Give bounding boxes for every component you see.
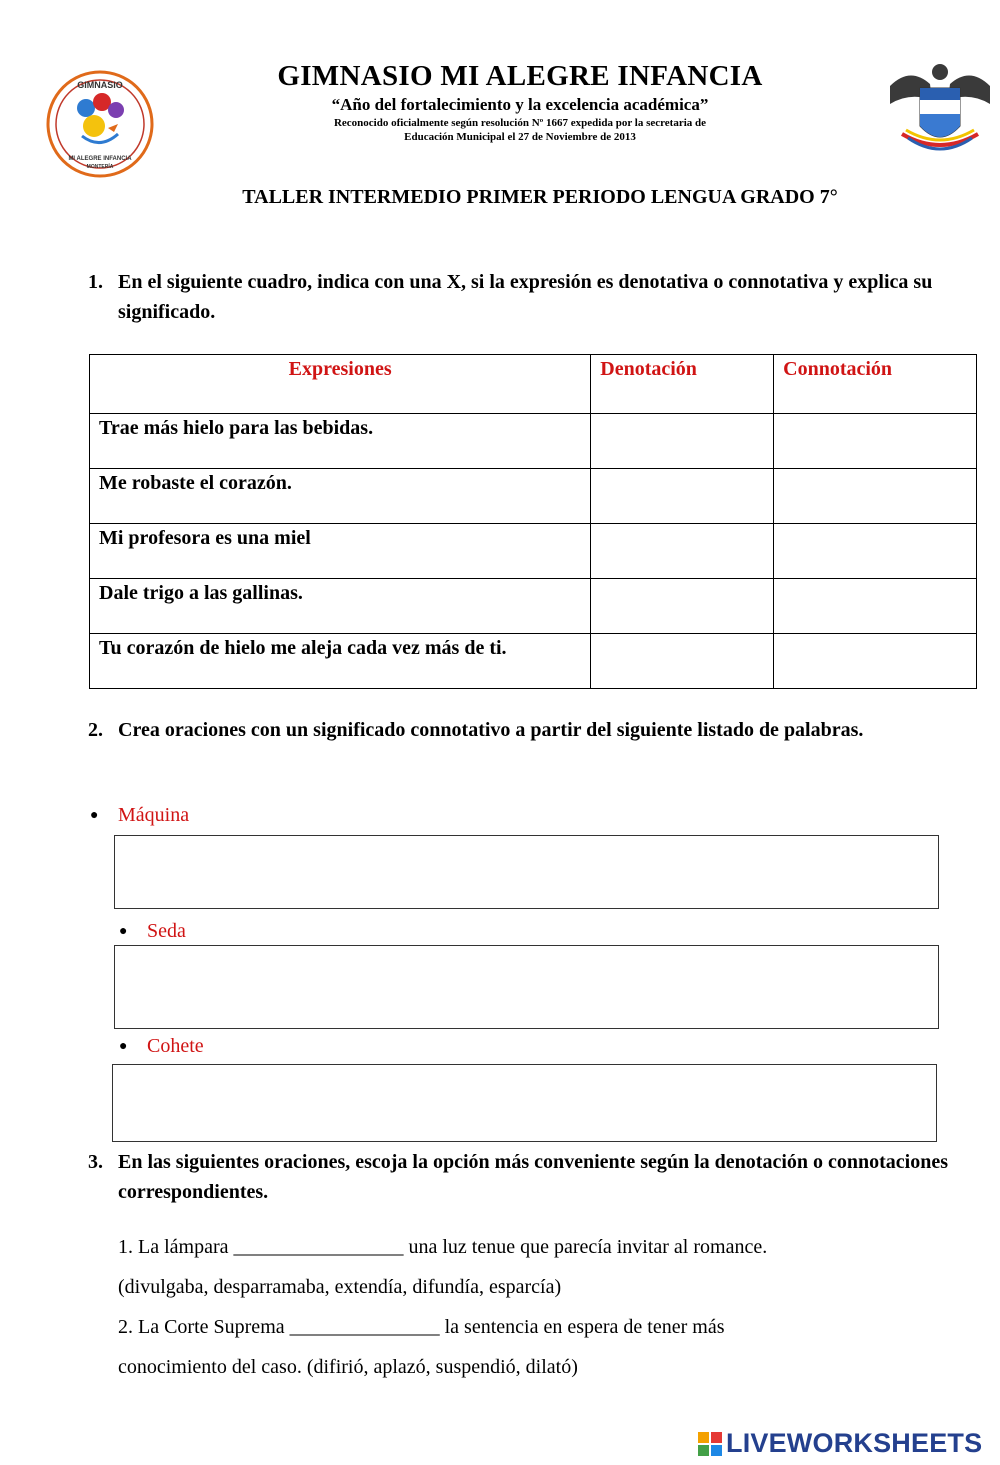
connotacion-answer-cell[interactable] (774, 634, 977, 689)
school-logo (46, 70, 154, 178)
list-item (0, 1035, 300, 1061)
table-row (90, 414, 977, 469)
question-3-text: En las siguientes oraciones, escoja la opción más conveniente según la denotación o connotaciones correspondientes. (118, 1151, 949, 1203)
exercise-line-2: 2. La Corte Suprema _______________ la sentencia en espera de tener más (118, 1316, 725, 1338)
school-logo-city: MONTERÍA (86, 164, 114, 170)
answer-box-seda[interactable] (114, 945, 939, 1029)
denotacion-answer-cell[interactable] (591, 634, 774, 689)
expression-cell: Mi profesora es una miel (90, 524, 591, 579)
connotacion-answer-cell[interactable] (774, 524, 977, 579)
question-1 (0, 267, 1000, 329)
liveworksheets-icon (698, 1432, 722, 1456)
brand-name: LIVEWORKSHEETS (726, 1428, 983, 1458)
connotacion-answer-cell[interactable] (774, 579, 977, 634)
page-title: TALLER INTERMEDIO PRIMER PERIODO LENGUA GRADO 7° (242, 186, 838, 208)
denotacion-answer-cell[interactable] (591, 414, 774, 469)
coat-of-arms-icon (880, 56, 1000, 170)
motto: “Año del fortalecimiento y la excelencia académica” (331, 95, 709, 114)
table-row (90, 524, 977, 579)
denotacion-answer-cell[interactable] (591, 469, 774, 524)
connotacion-answer-cell[interactable] (774, 414, 977, 469)
exercise-line-1: 1. La lámpara _________________ una luz tenue que parecía invitar al romance. (118, 1236, 768, 1258)
denotacion-answer-cell[interactable] (591, 524, 774, 579)
question-2-text: Crea oraciones con un significado connotativo a partir del siguiente listado de palabras. (118, 719, 864, 741)
question-2-number: 2. (88, 719, 103, 741)
header-connotacion: Connotación (774, 355, 977, 414)
expression-cell: Me robaste el corazón. (90, 469, 591, 524)
table-header-row (90, 355, 977, 414)
bullet-icon: ● (90, 808, 99, 823)
word-cohete: Cohete (147, 1035, 204, 1057)
word-seda: Seda (147, 920, 186, 942)
list-item (0, 804, 300, 830)
expression-cell: Dale trigo a las gallinas. (90, 579, 591, 634)
table-row (90, 634, 977, 689)
question-1-number: 1. (88, 271, 103, 293)
bullet-icon: ● (119, 924, 128, 939)
recognition-line-2: Educación Municipal el 27 de Noviembre de 2013 (404, 131, 636, 143)
exercise-options-2: conocimiento del caso. (difirió, aplazó, suspendió, dilató) (118, 1356, 578, 1378)
connotacion-answer-cell[interactable] (774, 469, 977, 524)
expressions-table (89, 354, 977, 689)
question-3 (0, 1147, 1000, 1209)
table-row (90, 469, 977, 524)
recognition-line-1: Reconocido oficialmente según resolución Nº 1667 expedida por la secretaria de (333, 117, 707, 129)
school-logo-subtext: MI ALEGRE INFANCIA (68, 156, 132, 162)
exercise-options-1: (divulgaba, desparramaba, extendía, difundía, esparcía) (118, 1276, 562, 1298)
expression-cell: Trae más hielo para las bebidas. (90, 414, 591, 469)
header-denotacion: Denotación (591, 355, 774, 414)
question-1-text: En el siguiente cuadro, indica con una X, si la expresión es denotativa o connotativa y explica su significado. (118, 271, 933, 323)
answer-box-maquina[interactable] (114, 835, 939, 909)
expression-cell: Tu corazón de hielo me aleja cada vez más de ti. (90, 634, 591, 689)
word-maquina: Máquina (118, 804, 190, 826)
bullet-icon: ● (119, 1039, 128, 1054)
school-logo-text: GIMNASIO (77, 80, 123, 90)
denotacion-answer-cell[interactable] (591, 579, 774, 634)
table-row (90, 579, 977, 634)
school-name: GIMNASIO MI ALEGRE INFANCIA (277, 60, 763, 92)
liveworksheets-logo (698, 1428, 998, 1460)
question-3-number: 3. (88, 1151, 103, 1173)
answer-box-cohete[interactable] (112, 1064, 937, 1142)
header-expresiones: Expresiones (90, 355, 591, 414)
list-item (0, 920, 300, 946)
question-2 (0, 715, 1000, 777)
